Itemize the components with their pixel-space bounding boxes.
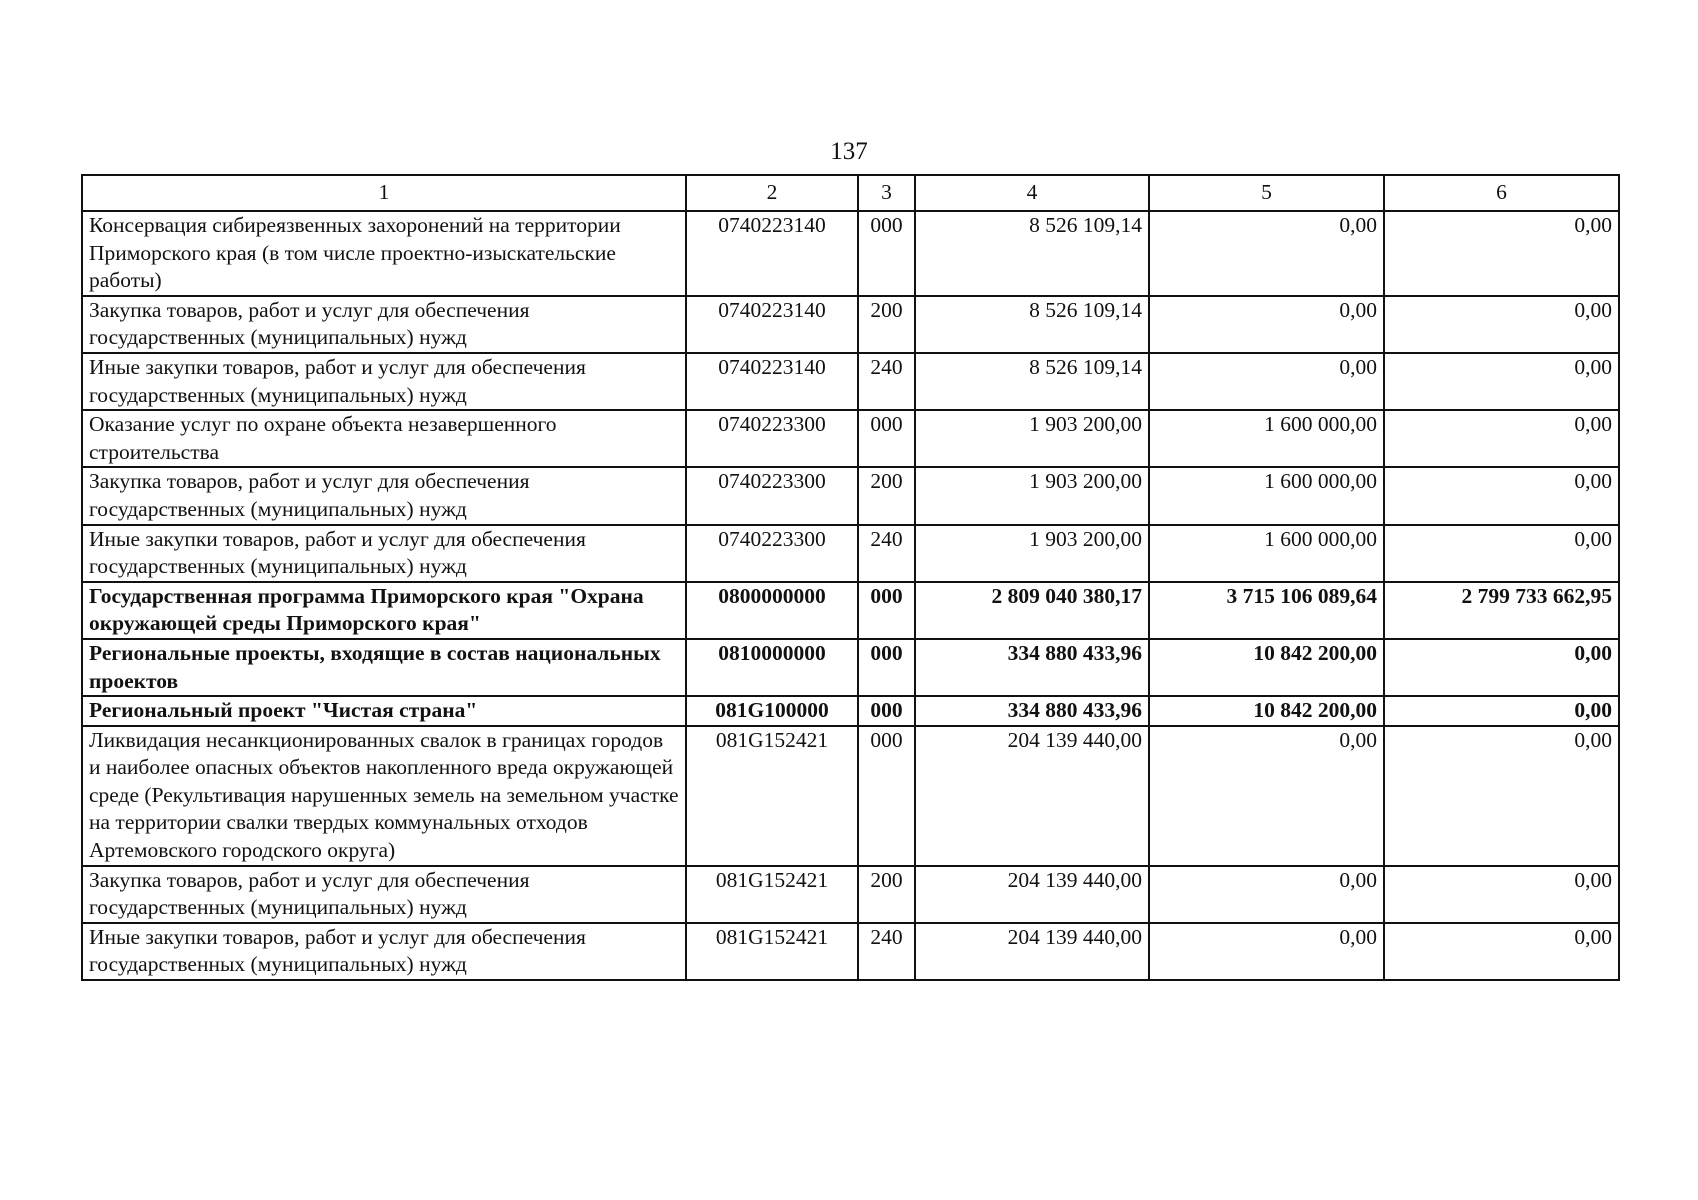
- row-amount-3: 2 799 733 662,95: [1384, 582, 1619, 639]
- column-number: 3: [858, 175, 915, 211]
- row-amount-2: 1 600 000,00: [1149, 410, 1384, 467]
- row-name: Региональный проект "Чистая страна": [82, 696, 686, 726]
- row-code: 081G152421: [686, 726, 858, 866]
- row-name: Иные закупки товаров, работ и услуг для обеспечения государственных (муниципальных) нужд: [82, 525, 686, 582]
- row-amount-3: 0,00: [1384, 696, 1619, 726]
- row-amount-2: 1 600 000,00: [1149, 467, 1384, 524]
- row-name: Иные закупки товаров, работ и услуг для обеспечения государственных (муниципальных) нужд: [82, 923, 686, 980]
- row-amount-3: 0,00: [1384, 211, 1619, 296]
- row-amount-1: 8 526 109,14: [915, 296, 1149, 353]
- row-expense-type: 240: [858, 923, 915, 980]
- row-amount-2: 10 842 200,00: [1149, 639, 1384, 696]
- row-amount-3: 0,00: [1384, 923, 1619, 980]
- table-row: [82, 353, 1619, 410]
- row-expense-type: 000: [858, 696, 915, 726]
- row-expense-type: 240: [858, 525, 915, 582]
- budget-table: [81, 174, 1620, 981]
- row-amount-1: 1 903 200,00: [915, 410, 1149, 467]
- row-amount-3: 0,00: [1384, 410, 1619, 467]
- column-number: 4: [915, 175, 1149, 211]
- table-row: [82, 410, 1619, 467]
- row-amount-3: 0,00: [1384, 296, 1619, 353]
- row-expense-type: 200: [858, 866, 915, 923]
- row-amount-1: 204 139 440,00: [915, 923, 1149, 980]
- page-number: 137: [830, 138, 868, 165]
- row-amount-2: 1 600 000,00: [1149, 525, 1384, 582]
- row-code: 0740223140: [686, 211, 858, 296]
- row-code: 0740223300: [686, 525, 858, 582]
- row-code: 0740223140: [686, 296, 858, 353]
- row-amount-2: 10 842 200,00: [1149, 696, 1384, 726]
- row-expense-type: 000: [858, 211, 915, 296]
- row-amount-1: 8 526 109,14: [915, 211, 1149, 296]
- row-expense-type: 000: [858, 410, 915, 467]
- row-amount-2: 0,00: [1149, 353, 1384, 410]
- row-amount-3: 0,00: [1384, 353, 1619, 410]
- row-code: 0740223300: [686, 467, 858, 524]
- row-code: 0810000000: [686, 639, 858, 696]
- table-row: [82, 923, 1619, 980]
- row-code: 0800000000: [686, 582, 858, 639]
- row-amount-1: 8 526 109,14: [915, 353, 1149, 410]
- row-name: Ликвидация несанкционированных свалок в границах городов и наиболее опасных объектов накопленного вреда окружающей среде (Рекультивация нарушенных земель на земельном участке на территории свалки твердых коммунальных отходов Артемовского городского округа): [82, 726, 686, 866]
- table-row: [82, 296, 1619, 353]
- row-code: 081G152421: [686, 866, 858, 923]
- row-name: Закупка товаров, работ и услуг для обеспечения государственных (муниципальных) нужд: [82, 296, 686, 353]
- table-row: [82, 211, 1619, 296]
- row-code: 0740223140: [686, 353, 858, 410]
- row-code: 081G152421: [686, 923, 858, 980]
- row-name: Государственная программа Приморского края "Охрана окружающей среды Приморского края": [82, 582, 686, 639]
- row-amount-2: 0,00: [1149, 296, 1384, 353]
- column-number: 1: [82, 175, 686, 211]
- row-name: Региональные проекты, входящие в состав национальных проектов: [82, 639, 686, 696]
- column-number: 2: [686, 175, 858, 211]
- row-amount-3: 0,00: [1384, 726, 1619, 866]
- column-number: 6: [1384, 175, 1619, 211]
- table-row: [82, 866, 1619, 923]
- table-row: [82, 639, 1619, 696]
- row-amount-2: 0,00: [1149, 866, 1384, 923]
- row-expense-type: 200: [858, 467, 915, 524]
- row-name: Закупка товаров, работ и услуг для обеспечения государственных (муниципальных) нужд: [82, 467, 686, 524]
- row-code: 081G100000: [686, 696, 858, 726]
- row-amount-1: 1 903 200,00: [915, 525, 1149, 582]
- column-number-row: [82, 175, 1619, 211]
- table-row: [82, 525, 1619, 582]
- row-amount-1: 334 880 433,96: [915, 696, 1149, 726]
- row-amount-1: 204 139 440,00: [915, 866, 1149, 923]
- table-row: [82, 467, 1619, 524]
- row-amount-1: 2 809 040 380,17: [915, 582, 1149, 639]
- row-amount-3: 0,00: [1384, 866, 1619, 923]
- row-name: Иные закупки товаров, работ и услуг для обеспечения государственных (муниципальных) нужд: [82, 353, 686, 410]
- row-expense-type: 240: [858, 353, 915, 410]
- row-name: Консервация сибиреязвенных захоронений на территории Приморского края (в том числе проектно-изыскательские работы): [82, 211, 686, 296]
- row-amount-2: 3 715 106 089,64: [1149, 582, 1384, 639]
- row-expense-type: 000: [858, 726, 915, 866]
- row-amount-3: 0,00: [1384, 467, 1619, 524]
- row-expense-type: 200: [858, 296, 915, 353]
- row-amount-1: 1 903 200,00: [915, 467, 1149, 524]
- table-row: [82, 582, 1619, 639]
- row-name: Закупка товаров, работ и услуг для обеспечения государственных (муниципальных) нужд: [82, 866, 686, 923]
- row-expense-type: 000: [858, 582, 915, 639]
- row-code: 0740223300: [686, 410, 858, 467]
- row-amount-1: 204 139 440,00: [915, 726, 1149, 866]
- row-amount-2: 0,00: [1149, 211, 1384, 296]
- row-expense-type: 000: [858, 639, 915, 696]
- row-name: Оказание услуг по охране объекта незавершенного строительства: [82, 410, 686, 467]
- row-amount-2: 0,00: [1149, 726, 1384, 866]
- row-amount-3: 0,00: [1384, 525, 1619, 582]
- row-amount-1: 334 880 433,96: [915, 639, 1149, 696]
- table-row: [82, 726, 1619, 866]
- row-amount-2: 0,00: [1149, 923, 1384, 980]
- column-number: 5: [1149, 175, 1384, 211]
- row-amount-3: 0,00: [1384, 639, 1619, 696]
- table-row: [82, 696, 1619, 726]
